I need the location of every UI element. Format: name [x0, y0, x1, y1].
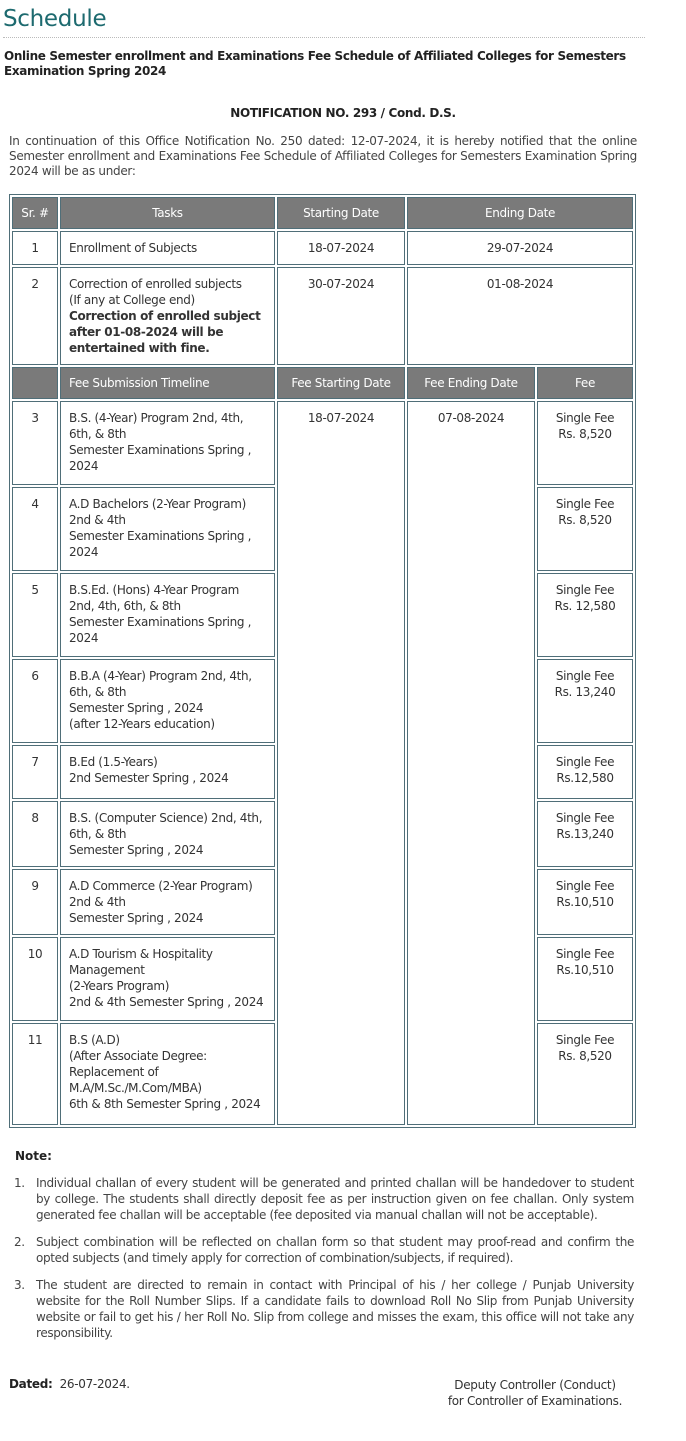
- task-line: Enrollment of Subjects: [69, 241, 197, 255]
- program-line: 2nd & 4th Semester Spring , 2024: [69, 995, 264, 1009]
- program-line: 6th, & 8th: [69, 685, 127, 699]
- cell-program: [60, 937, 275, 1021]
- program-line: B.S. (Computer Science) 2nd, 4th,: [69, 811, 263, 825]
- program-line: Semester Examinations Spring ,: [69, 615, 252, 629]
- program-line: A.D Commerce (2-Year Program): [69, 879, 253, 893]
- program-line: B.S. (4-Year) Program 2nd, 4th,: [69, 411, 244, 425]
- cell-fee: [537, 745, 633, 799]
- task-note: Correction of enrolled subject: [69, 309, 261, 323]
- program-line: (After Associate Degree:: [69, 1049, 207, 1063]
- program-line: Management: [69, 963, 145, 977]
- program-line: B.B.A (4-Year) Program 2nd, 4th,: [69, 669, 252, 683]
- program-line: Replacement of: [69, 1065, 159, 1079]
- fee-header-row: [12, 367, 633, 399]
- cell-program: [60, 659, 275, 743]
- fee-label: Single Fee: [555, 411, 615, 425]
- fee-header-blank: [12, 367, 58, 399]
- cell-fee-start-date: 18-07-2024: [277, 401, 405, 1125]
- program-line: 2nd, 4th, 6th, & 8th: [69, 599, 181, 613]
- cell-fee: [537, 401, 633, 485]
- program-line: B.S (A.D): [69, 1033, 120, 1047]
- dated-line: [9, 1377, 130, 1391]
- intro-paragraph: In continuation of this Office Notification No. 250 dated: 12-07-2024, it is hereby notified that the online Semester enrollment and Examinations Fee Schedule of Affiliated Colleges for Semesters Examination Spring 2024 will be as under:: [9, 134, 637, 178]
- cell-sr: 7: [12, 745, 58, 799]
- fee-label: Single Fee: [555, 811, 615, 825]
- program-line: 2024: [69, 631, 99, 645]
- cell-fee: [537, 1023, 633, 1125]
- table-row: [12, 267, 633, 365]
- note-text: The student are directed to remain in contact with Principal of his / her college / Punjab University website for the Roll Number Slips. If a candidate fails to download Roll No Slip from Punjab University website or fail to get his / her Roll No. Slip from college and misses the exam, this office will not take any responsibility.: [36, 1278, 634, 1340]
- signature-subtitle: for Controller of Examinations.: [447, 1394, 623, 1408]
- program-line: Semester Spring , 2024: [69, 843, 204, 857]
- fee-amount: Rs. 13,240: [554, 685, 616, 699]
- task-note: after 01-08-2024 will be: [69, 325, 224, 339]
- cell-program: [60, 745, 275, 799]
- fee-header-end: Fee Ending Date: [407, 367, 535, 399]
- cell-sr: 4: [12, 487, 58, 571]
- cell-start-date: 18-07-2024: [277, 231, 405, 265]
- fee-label: Single Fee: [555, 669, 615, 683]
- dated-label: Dated:: [9, 1377, 53, 1391]
- cell-task: [60, 231, 275, 265]
- note-number: 1.: [14, 1176, 25, 1190]
- fee-row: [12, 401, 633, 485]
- cell-sr: 3: [12, 401, 58, 485]
- fee-amount: Rs.12,580: [556, 771, 614, 785]
- page-title: Schedule: [3, 6, 107, 32]
- title-divider: [3, 37, 645, 38]
- cell-end-date: 01-08-2024: [407, 267, 633, 365]
- program-line: 6th, & 8th: [69, 427, 127, 441]
- schedule-table: [9, 194, 636, 1128]
- cell-sr: 6: [12, 659, 58, 743]
- cell-fee: [537, 659, 633, 743]
- fee-label: Single Fee: [555, 879, 615, 893]
- note-number: 3.: [14, 1278, 25, 1292]
- program-line: 2024: [69, 545, 99, 559]
- fee-amount: Rs. 8,520: [558, 513, 612, 527]
- notes-heading: Note:: [15, 1149, 52, 1163]
- cell-end-date: 29-07-2024: [407, 231, 633, 265]
- header-sr: Sr. #: [12, 197, 58, 229]
- program-line: Semester Examinations Spring ,: [69, 443, 252, 457]
- fee-header-start: Fee Starting Date: [277, 367, 405, 399]
- program-line: Semester Examinations Spring ,: [69, 529, 252, 543]
- page-subtitle: Online Semester enrollment and Examinations Fee Schedule of Affiliated Colleges for Semesters Examination Spring 2024: [4, 49, 626, 78]
- cell-program: [60, 487, 275, 571]
- table-row: [12, 231, 633, 265]
- fee-header-timeline: Fee Submission Timeline: [60, 367, 275, 399]
- cell-fee: [537, 801, 633, 867]
- cell-program: [60, 869, 275, 935]
- note-item: [14, 1175, 634, 1223]
- cell-sr: 10: [12, 937, 58, 1021]
- cell-fee-end-date: 07-08-2024: [407, 401, 535, 1125]
- cell-fee: [537, 487, 633, 571]
- program-line: Semester Spring , 2024: [69, 911, 204, 925]
- program-line: M.A/M.Sc./M.Com/MBA): [69, 1081, 202, 1095]
- program-line: 6th, & 8th: [69, 827, 127, 841]
- cell-sr: 9: [12, 869, 58, 935]
- program-line: 2nd & 4th: [69, 513, 126, 527]
- fee-amount: Rs. 8,520: [558, 427, 612, 441]
- program-line: (2-Years Program): [69, 979, 170, 993]
- cell-sr: 1: [12, 231, 58, 265]
- fee-header-fee: Fee: [537, 367, 633, 399]
- notification-number: NOTIFICATION NO. 293 / Cond. D.S.: [230, 106, 456, 120]
- fee-amount: Rs.10,510: [556, 895, 614, 909]
- program-line: 2024: [69, 459, 99, 473]
- cell-sr: 8: [12, 801, 58, 867]
- note-item: [14, 1234, 634, 1266]
- program-line: B.Ed (1.5-Years): [69, 755, 158, 769]
- signature-title: Deputy Controller (Conduct): [454, 1378, 616, 1392]
- cell-fee: [537, 937, 633, 1021]
- header-ending-date: Ending Date: [407, 197, 633, 229]
- program-line: (after 12-Years education): [69, 717, 215, 731]
- header-tasks: Tasks: [60, 197, 275, 229]
- notes-list: [14, 1175, 634, 1352]
- cell-program: [60, 401, 275, 485]
- fee-label: Single Fee: [555, 1033, 615, 1047]
- cell-sr: 11: [12, 1023, 58, 1125]
- table-header-row: [12, 197, 633, 229]
- cell-task: [60, 267, 275, 365]
- program-line: Semester Spring , 2024: [69, 701, 204, 715]
- task-line: (If any at College end): [69, 293, 195, 307]
- fee-amount: Rs. 12,580: [554, 599, 616, 613]
- task-note: entertained with fine.: [69, 341, 210, 355]
- program-line: B.S.Ed. (Hons) 4-Year Program: [69, 583, 239, 597]
- cell-program: [60, 1023, 275, 1125]
- header-starting-date: Starting Date: [277, 197, 405, 229]
- cell-fee: [537, 573, 633, 657]
- program-line: 2nd Semester Spring , 2024: [69, 771, 229, 785]
- cell-sr: 2: [12, 267, 58, 365]
- cell-start-date: 30-07-2024: [277, 267, 405, 365]
- program-line: A.D Tourism & Hospitality: [69, 947, 213, 961]
- cell-sr: 5: [12, 573, 58, 657]
- note-text: Individual challan of every student will be generated and printed challan will be handedover to student by college. The students shall directly deposit fee as per instruction given on fee challan. Only system generated fee challan will be acceptable (fee deposited via manual challan will not be acceptable).: [36, 1176, 634, 1222]
- fee-label: Single Fee: [555, 497, 615, 511]
- fee-label: Single Fee: [555, 947, 615, 961]
- fee-amount: Rs.10,510: [556, 963, 614, 977]
- note-number: 2.: [14, 1235, 25, 1249]
- signature-block: [420, 1377, 650, 1409]
- cell-program: [60, 801, 275, 867]
- fee-amount: Rs.13,240: [556, 827, 614, 841]
- program-line: A.D Bachelors (2-Year Program): [69, 497, 246, 511]
- program-line: 2nd & 4th: [69, 895, 126, 909]
- program-line: 6th & 8th Semester Spring , 2024: [69, 1097, 261, 1111]
- cell-program: [60, 573, 275, 657]
- fee-label: Single Fee: [555, 583, 615, 597]
- note-item: [14, 1277, 634, 1341]
- fee-label: Single Fee: [555, 755, 615, 769]
- note-text: Subject combination will be reflected on challan form so that student may proof-read and confirm the opted subjects (and timely apply for correction of combination/subjects, if required).: [36, 1235, 634, 1265]
- dated-value: 26-07-2024.: [59, 1377, 130, 1391]
- cell-fee: [537, 869, 633, 935]
- task-line: Correction of enrolled subjects: [69, 277, 242, 291]
- fee-amount: Rs. 8,520: [558, 1049, 612, 1063]
